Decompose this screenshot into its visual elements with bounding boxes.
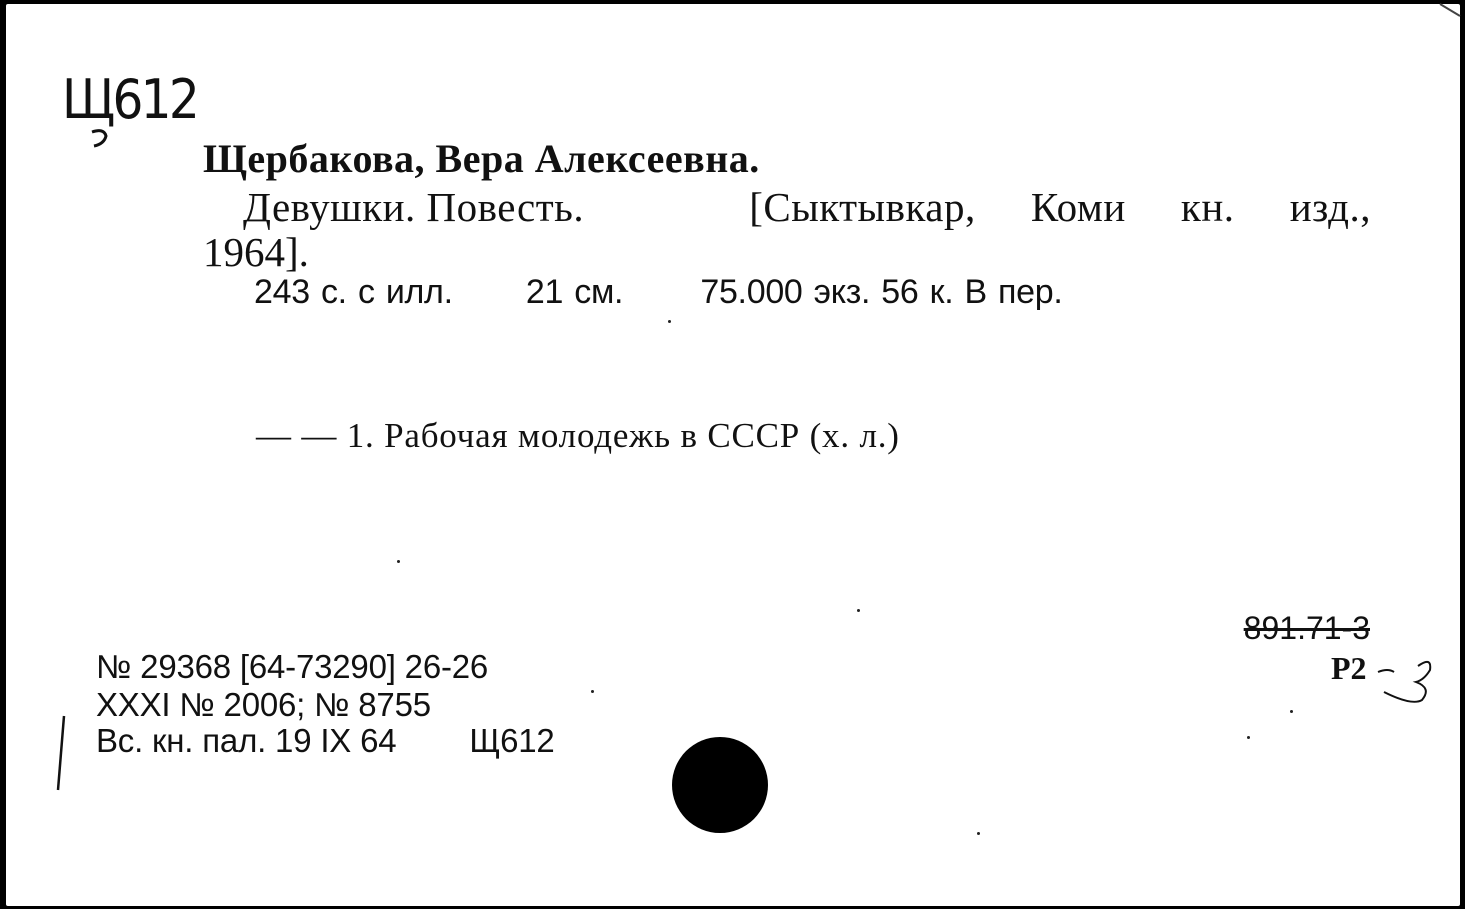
classification-number: 891.71-3: [1243, 610, 1370, 646]
series-numbers: XXXI № 2006; № 8755: [96, 686, 431, 723]
registration-number: № 29368 [64-73290] 26-26: [96, 648, 489, 685]
publisher-type: изд.,: [1289, 184, 1371, 230]
book-title: Девушки. Повесть.: [243, 184, 585, 230]
publisher-name: Коми: [1030, 184, 1126, 230]
card-corner-fold: [1440, 4, 1460, 16]
chamber-date: Вс. кн. пал. 19 IX 64: [96, 722, 397, 759]
publisher-abbr: кн.: [1180, 184, 1235, 230]
handwritten-hook: [92, 131, 106, 146]
shelf-mark: Р2: [1331, 650, 1367, 686]
print-run-price: 75.000 экз. 56 к. В пер.: [700, 273, 1063, 311]
shelf-annotation: [1378, 662, 1430, 702]
book-size: 21 см.: [525, 273, 624, 311]
handwritten-call-number: Щ612: [62, 68, 198, 131]
subject-heading: — — 1. Рабочая молодежь в СССР (х. л.): [256, 416, 900, 455]
author-name: Щербакова, Вера Алексеевна.: [203, 136, 760, 181]
page-count: 243 с. с илл.: [254, 273, 453, 311]
publication-year: 1964].: [203, 229, 309, 275]
margin-pencil-line: [58, 716, 64, 790]
publication-place: [Сыктывкар,: [749, 184, 976, 230]
chamber-call-number: Щ612: [469, 722, 555, 759]
